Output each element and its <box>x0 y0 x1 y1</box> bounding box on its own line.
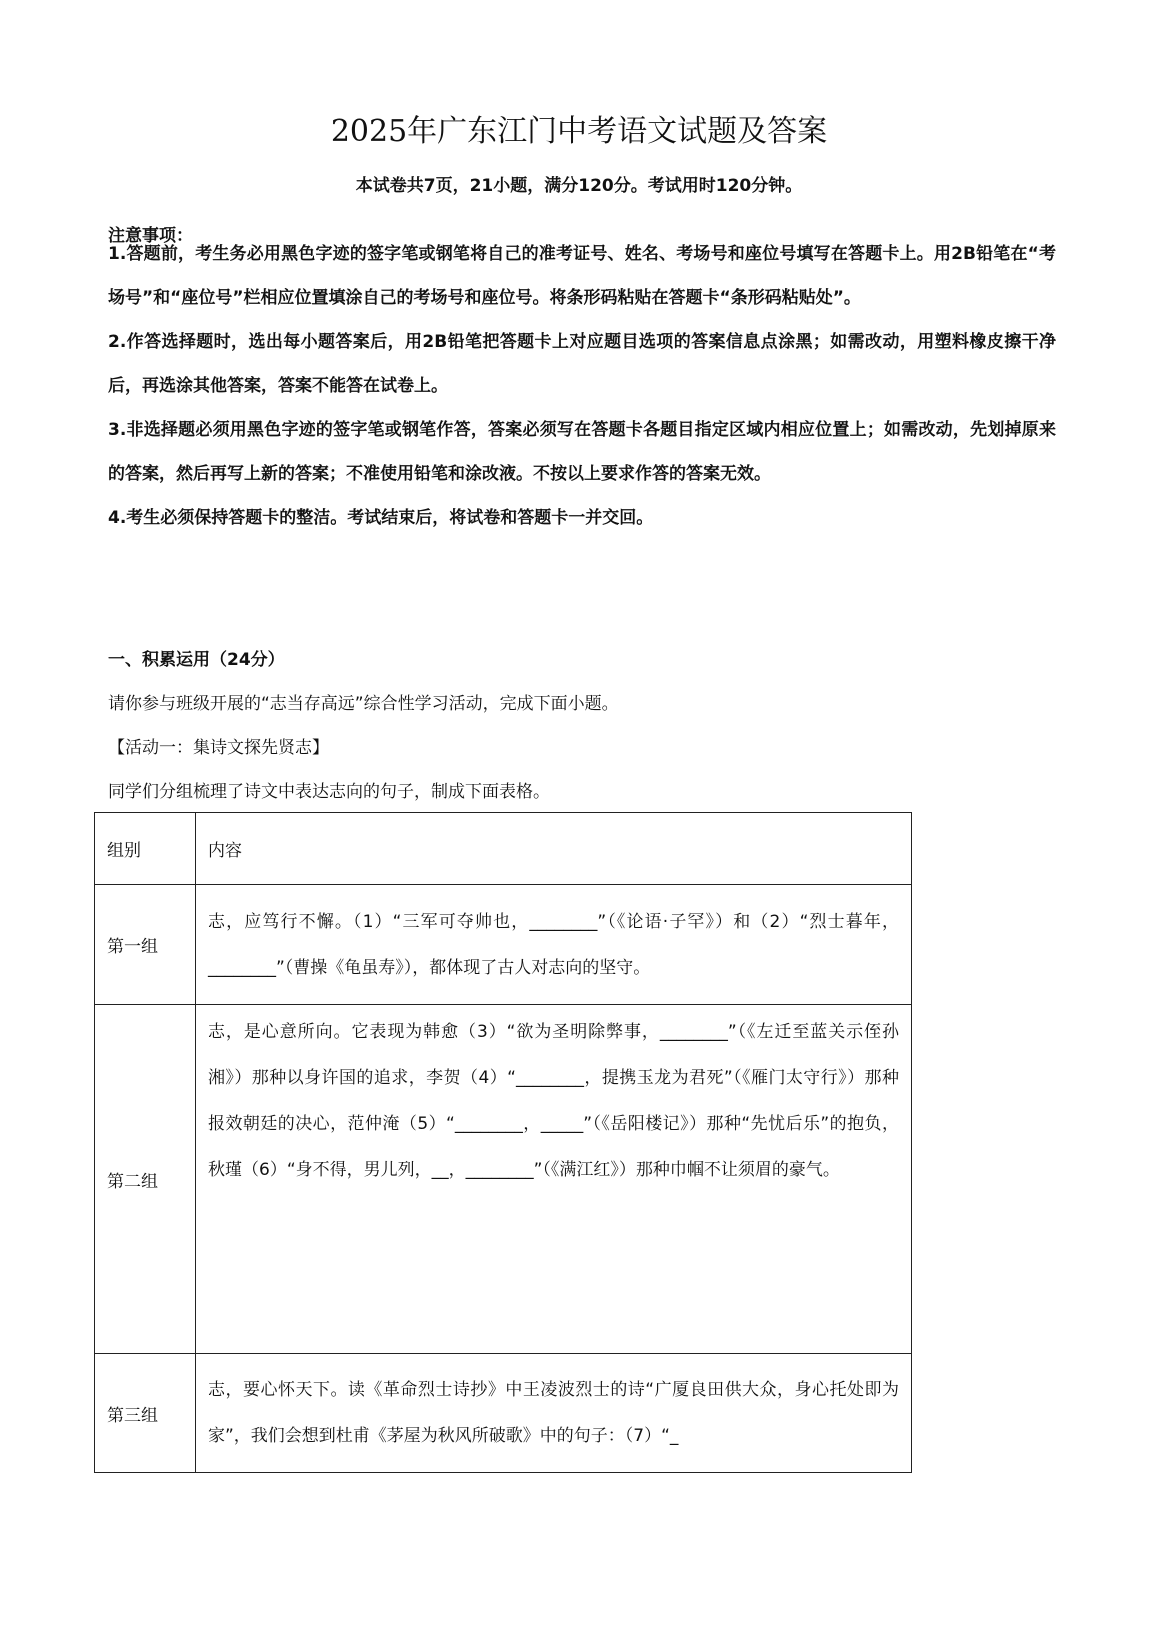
group-content-text: 志，要心怀天下。读《革命烈士诗抄》中王凌波烈士的诗“广厦良田供大众，身心托处即为家”，我们会想到杜甫《茅屋为秋风所破歌》中的句子：（7）“_ <box>208 1380 899 1446</box>
group-content-text: 志，应笃行不懈。（1）“三军可夺帅也，________”（《论语·子罕》）和（2）“烈士暮年，________”（曹操《龟虽寿》），都体现了古人对志向的坚守。 <box>208 911 899 978</box>
group-content <box>196 885 912 1005</box>
page-title: 2025年广东江门中考语文试题及答案 <box>330 114 828 149</box>
note-item: 4.考生必须保持答题卡的整洁。考试结束后，将试卷和答题卡一并交回。 <box>108 508 654 528</box>
group-label: 第一组 <box>95 885 196 1005</box>
note-item: 1.答题前，考生务必用黑色字迹的签字笔或钢笔将自己的准考证号、姓名、考场号和座位号填写在答题卡上。用2B铅笔在“考场号”和“座位号”栏相应位置填涂自己的考场号和座位号。将条形码粘贴在答题卡“条形码粘贴处”。 <box>108 244 1056 308</box>
group-label: 第三组 <box>95 1354 196 1473</box>
activity-label: 【活动一：集诗文探先贤志】 <box>108 738 329 758</box>
notes-list <box>108 232 1056 540</box>
exam-subtitle: 本试卷共7页，21小题，满分120分。考试用时120分钟。 <box>355 176 803 196</box>
activity-intro: 请你参与班级开展的“志当存高远”综合性学习活动，完成下面小题。 <box>108 694 619 714</box>
table-row <box>95 1005 912 1354</box>
table-row <box>95 885 912 1005</box>
group-content-text: 志，是心意所向。它表现为韩愈（3）“欲为圣明除弊事，________”（《左迁至蓝关示侄孙湘》）那种以身许国的追求，李贺（4）“________，提携玉龙为君死”（《雁门太守行》）那种报效朝廷的决心，范仲淹（5）“________，_____”（《岳阳楼记》）那种“先忧后乐”的抱负，秋瑾（6）“身不得，男儿列，__，________”（《满江红》）那种巾帼不让须眉的豪气。 <box>208 1022 899 1180</box>
header-content: 内容 <box>196 813 912 885</box>
group-content <box>196 1354 912 1473</box>
note-item: 3.非选择题必须用黑色字迹的签字笔或钢笔作答，答案必须写在答题卡各题目指定区域内相应位置上；如需改动，先划掉原来的答案，然后再写上新的答案；不准使用铅笔和涂改液。不按以上要求作答的答案无效。 <box>108 420 1056 484</box>
table-header-row <box>95 813 912 885</box>
header-group: 组别 <box>95 813 196 885</box>
answer-table <box>94 812 912 1473</box>
group-content <box>196 1005 912 1354</box>
note-item: 2.作答选择题时，选出每小题答案后，用2B铅笔把答题卡上对应题目选项的答案信息点涂黑；如需改动，用塑料橡皮擦干净后，再选涂其他答案，答案不能答在试卷上。 <box>108 332 1056 396</box>
table-row <box>95 1354 912 1473</box>
section-heading: 一、积累运用（24分） <box>108 650 285 670</box>
table-intro: 同学们分组梳理了诗文中表达志向的句子，制成下面表格。 <box>108 782 550 802</box>
group-label: 第二组 <box>95 1005 196 1354</box>
notes-heading: 注意事项： <box>108 226 193 246</box>
